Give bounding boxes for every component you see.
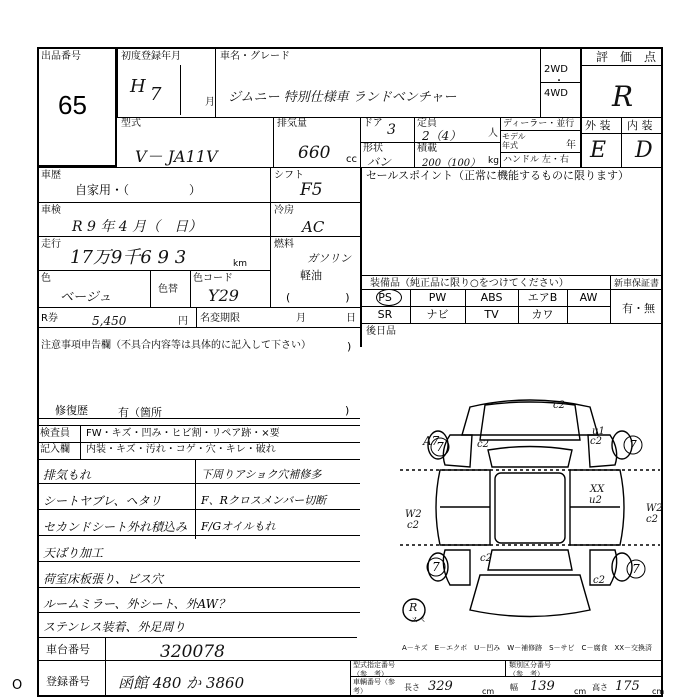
fuel-paren: ( ) bbox=[286, 291, 350, 304]
notes-bracket-right: ) bbox=[347, 340, 352, 353]
mark-c2-f: c2 bbox=[480, 553, 492, 564]
loading-unit: kg bbox=[488, 156, 499, 166]
int-label: 内 装 bbox=[627, 119, 653, 132]
mark-w2-left: W2 bbox=[405, 509, 422, 520]
drive-4wd: 4WD bbox=[544, 88, 568, 99]
lot-label: 出品番号 bbox=[41, 51, 81, 62]
note-right-2: F、Rクロスメンバー切断 bbox=[201, 494, 327, 507]
reg-value: 函館 480 か 3860 bbox=[118, 674, 245, 692]
eval-score: R bbox=[612, 80, 634, 113]
note-line-6: ルームミラー、外シート、外AW？ bbox=[43, 597, 230, 611]
equipment-item-8: TV bbox=[484, 308, 499, 321]
model-year-unit: 年 bbox=[566, 140, 576, 151]
repair-value: 有（箇所 bbox=[118, 406, 162, 419]
equipment-item-9: カワ bbox=[531, 308, 554, 321]
displacement-unit: cc bbox=[346, 154, 357, 165]
equipment-item-7: ナビ bbox=[426, 308, 449, 321]
displacement-value: 660 bbox=[298, 143, 331, 163]
note-line-3: セカンドシート外れ積込み bbox=[43, 520, 188, 534]
shift-value: F5 bbox=[300, 180, 323, 200]
first-reg-month-unit: 月 bbox=[205, 97, 215, 108]
chassis-label: 車台番号 bbox=[46, 643, 90, 656]
history-value: 自家用・（ ） bbox=[75, 183, 202, 197]
loading-label: 積載 bbox=[417, 143, 437, 154]
eval-label: 評 価 点 bbox=[596, 50, 657, 64]
height-label: 高さ bbox=[592, 683, 608, 692]
width-unit: cm bbox=[574, 687, 587, 696]
equipment-label: 装備品（純正品に限り○をつけてください） bbox=[370, 278, 569, 289]
color-change: 色替 bbox=[158, 284, 178, 295]
shape-label: 形状 bbox=[363, 143, 383, 154]
note-line-4: 天ばり加工 bbox=[43, 546, 104, 560]
equipment-item-2: PW bbox=[428, 291, 447, 304]
car-name-label: 車名・グレード bbox=[220, 51, 290, 62]
note-line-1: 排気もれ bbox=[43, 468, 92, 482]
car-number-label: 車輌番号（参 考） bbox=[353, 678, 402, 695]
warranty-label: 新車保証書 bbox=[614, 279, 660, 289]
ticket-value: 5,450 bbox=[92, 314, 127, 328]
fuel-alt: 軽油 bbox=[300, 269, 322, 282]
svg-text:7: 7 bbox=[632, 562, 640, 576]
loading-value: 200（100） bbox=[422, 158, 481, 169]
model-value: V－ JA11V bbox=[135, 147, 218, 166]
fuel-value: ガソリン bbox=[307, 252, 351, 265]
mark-u1: u1 bbox=[592, 426, 605, 437]
color-value: ベージュ bbox=[60, 290, 112, 305]
mark-w2-right: W2 bbox=[646, 503, 663, 514]
color-code-label: 色コード bbox=[193, 273, 233, 284]
capacity-value: 2（4） bbox=[422, 129, 462, 143]
handle-label: ハンドル 左・右 bbox=[503, 155, 569, 165]
mark-spare-r: R bbox=[409, 601, 418, 614]
entry-legend: 内装・キズ・汚れ・コゲ・穴・キレ・破れ bbox=[86, 444, 276, 455]
ac-value: AC bbox=[302, 218, 325, 236]
doors-label: ドア bbox=[363, 118, 383, 129]
note-right-3: F/Gオイルもれ bbox=[201, 520, 276, 533]
reg-label: 登録番号 bbox=[46, 675, 90, 688]
mark-c2-g: c2 bbox=[593, 575, 605, 586]
chassis-value: 320078 bbox=[160, 642, 225, 662]
class-label: 類別区分番号（参 考） bbox=[509, 661, 551, 678]
drive-2wd: 2WD bbox=[544, 64, 568, 75]
retrofit-label: 後日品 bbox=[366, 326, 396, 337]
first-reg-year: 7 bbox=[150, 84, 162, 105]
shape-value: バン bbox=[367, 155, 392, 169]
first-reg-era: H bbox=[130, 76, 146, 97]
mark-a7: A7 bbox=[423, 434, 440, 448]
model-label: 型式 bbox=[121, 118, 141, 129]
shift-label: シフト bbox=[274, 170, 304, 181]
cert-label: 型式指定番号（参 考） bbox=[353, 661, 395, 678]
capacity-unit: 人 bbox=[488, 128, 498, 139]
mark-c2-e: c2 bbox=[646, 514, 658, 525]
svg-text:7: 7 bbox=[629, 438, 637, 452]
first-reg-label: 初度登録年月 bbox=[121, 51, 181, 62]
height-value: 175 bbox=[615, 679, 640, 694]
entry-label: 記入欄 bbox=[40, 444, 70, 455]
color-label: 色 bbox=[41, 273, 51, 284]
note-line-2: シートヤブレ、ヘタリ bbox=[43, 494, 162, 508]
equipment-item-3: ABS bbox=[480, 291, 503, 304]
ext-value: E bbox=[590, 138, 607, 163]
history-label: 車歴 bbox=[41, 170, 61, 181]
color-code-value: Y29 bbox=[208, 286, 239, 305]
capacity-label: 定員 bbox=[417, 118, 437, 129]
length-value: 329 bbox=[428, 679, 453, 694]
mileage-value: 17万9千6 9 3 bbox=[70, 247, 187, 268]
mark-c2-c: c2 bbox=[590, 436, 602, 447]
length-label: 長さ bbox=[404, 683, 420, 692]
equipment-item-4: エアB bbox=[527, 291, 558, 304]
sales-label: セールスポイント（正常に機能するものに限ります） bbox=[366, 169, 630, 182]
inspector-legend: FW・キズ・凹み・ヒビ割・リペア跡・×要 bbox=[86, 428, 280, 439]
svg-text:7: 7 bbox=[436, 440, 444, 454]
equipment-item-6: SR bbox=[377, 308, 393, 321]
damage-legend: A－キズ E－エクボ U－凹み W－補修跡 S－サビ C－腐食 XX－交換済 bbox=[402, 644, 653, 652]
mileage-label: 走行 bbox=[41, 239, 61, 250]
margin-mark: O bbox=[12, 678, 23, 693]
width-value: 139 bbox=[530, 679, 555, 694]
equipment-item-1: PS bbox=[378, 291, 392, 304]
inspection-label: 車検 bbox=[41, 205, 61, 216]
note-line-5: 荷室床板張り、ビス穴 bbox=[43, 572, 164, 586]
equipment-item-5: AW bbox=[579, 291, 598, 304]
ext-label: 外 装 bbox=[585, 119, 611, 132]
inspection-value: R 9 年 4 月（ 日） bbox=[72, 219, 203, 235]
repair-bracket-right: ) bbox=[345, 404, 350, 417]
mark-spare-label: スペ bbox=[411, 616, 425, 624]
mark-xx: XX bbox=[590, 484, 605, 495]
displacement-label: 排気量 bbox=[277, 118, 307, 129]
inspector-label: 検査員 bbox=[40, 428, 70, 439]
note-line-7: ステンレス装着、外足周り bbox=[43, 620, 186, 634]
svg-text:7: 7 bbox=[432, 560, 440, 574]
mark-c2-b: c2 bbox=[553, 400, 565, 411]
fuel-label: 燃料 bbox=[274, 239, 294, 250]
warranty-value: 有・無 bbox=[622, 302, 655, 315]
ticket-unit: 円 bbox=[178, 316, 188, 327]
name-limit-label: 名変期限 bbox=[200, 313, 240, 324]
mark-u2: u2 bbox=[589, 495, 602, 506]
mileage-unit: km bbox=[233, 259, 247, 269]
height-unit: cm bbox=[652, 687, 665, 696]
month-label: 月 bbox=[296, 313, 306, 324]
length-unit: cm bbox=[482, 687, 495, 696]
width-label: 幅 bbox=[510, 683, 518, 692]
lot-number: 65 bbox=[58, 90, 87, 120]
doors-value: 3 bbox=[387, 122, 396, 138]
ticket-label: R券 bbox=[41, 313, 58, 324]
drive-dot: ・ bbox=[554, 76, 564, 87]
ac-label: 冷房 bbox=[274, 205, 294, 216]
mark-c2-a: c2 bbox=[477, 439, 489, 450]
dealer-label: ディーラー・並行 bbox=[503, 119, 575, 129]
int-value: D bbox=[635, 138, 653, 163]
model-year-label: モデル年式 bbox=[502, 132, 526, 150]
note-right-1: 下周りアショク穴補修多 bbox=[201, 468, 322, 481]
car-name-value: ジムニー 特別仕様車 ランドベンチャー bbox=[228, 90, 457, 105]
repair-label: 修復歴 bbox=[55, 404, 88, 417]
day-label: 日 bbox=[346, 313, 356, 324]
notes-label: 注意事項申告欄（不具合内容等は具体的に記入して下さい） bbox=[41, 340, 311, 351]
mark-c2-d: c2 bbox=[407, 520, 419, 531]
